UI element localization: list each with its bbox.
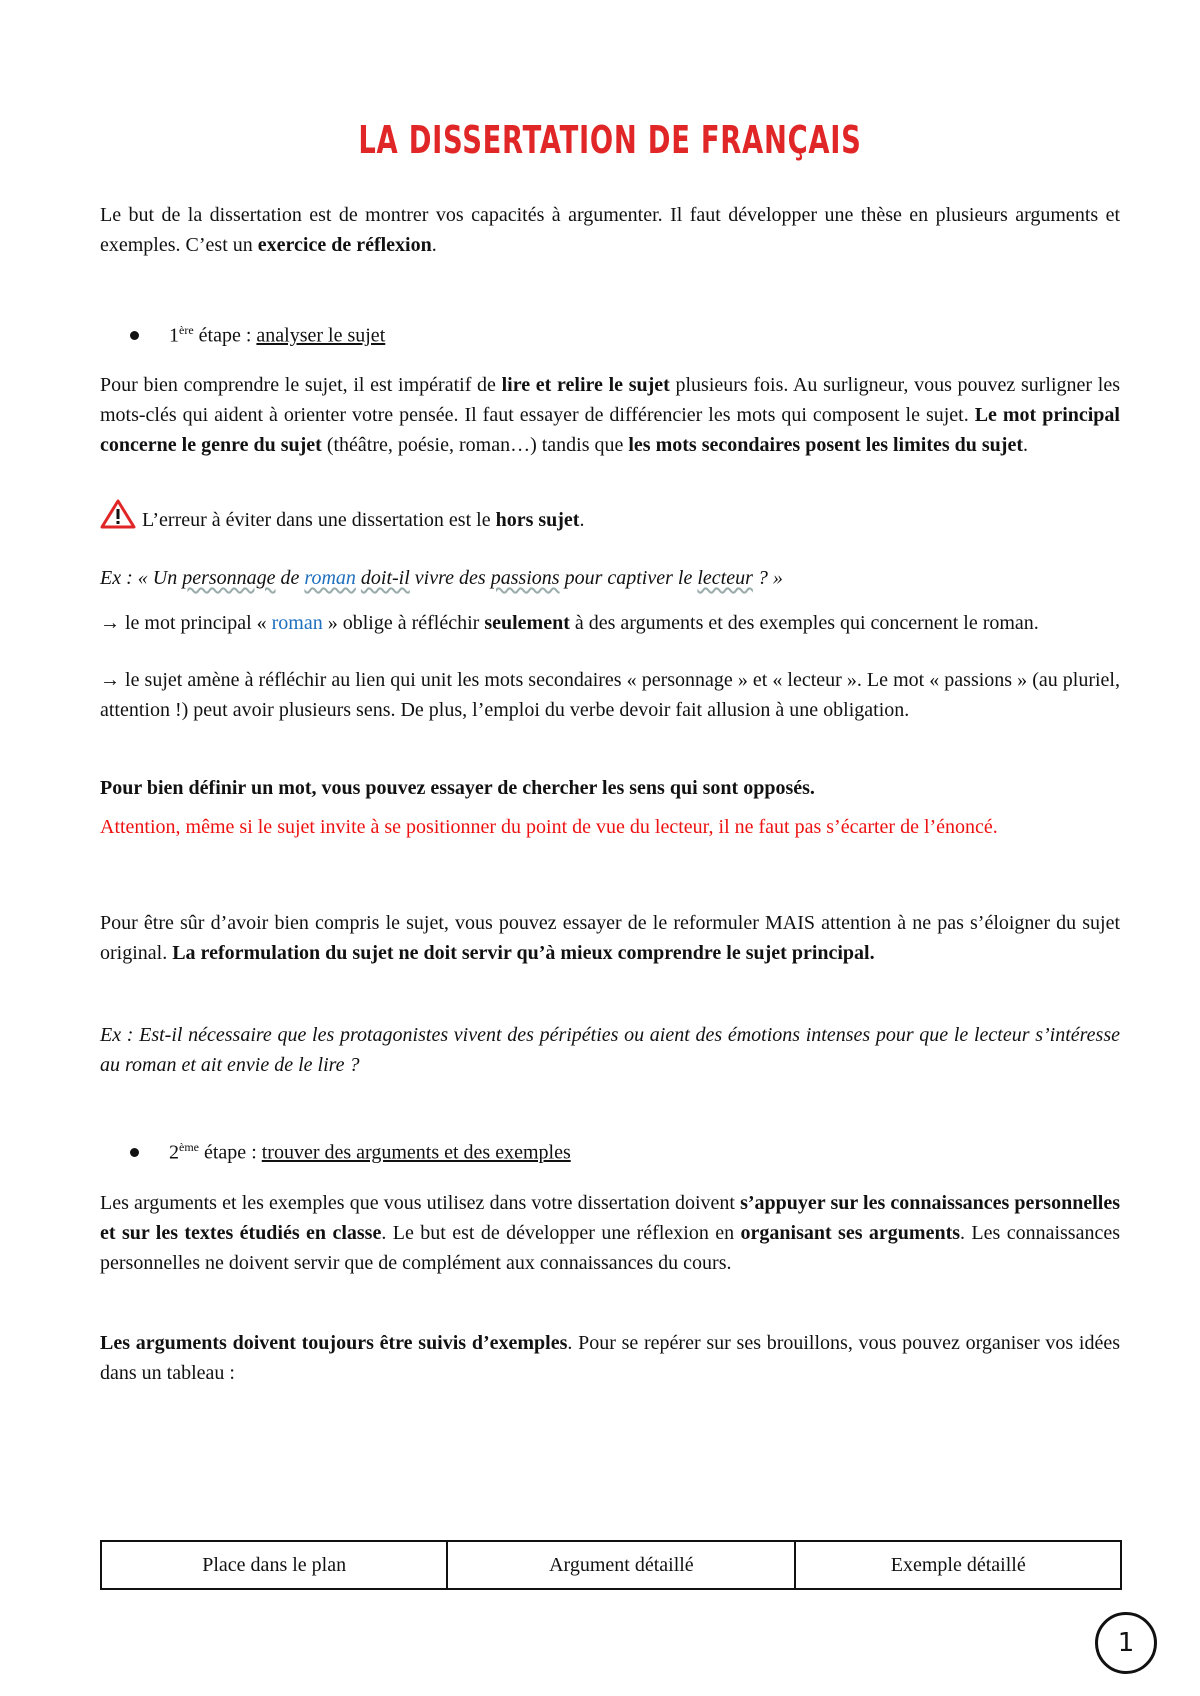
step-1-heading: 1ère étape : analyser le sujet xyxy=(130,315,385,351)
table-header-cell: Argument détaillé xyxy=(447,1541,795,1589)
table-header-cell: Exemple détaillé xyxy=(795,1541,1121,1589)
reformulation-paragraph: Pour être sûr d’avoir bien compris le sujet, vous pouvez essayer de le reformuler MAIS attention à ne pas s’éloigner du sujet original. La reformulation du sujet ne doit servir qu’à mieux comprendre le sujet principal. xyxy=(100,912,1120,964)
plan-table xyxy=(100,1540,1122,1590)
arrow-point-1: → le mot principal « roman » oblige à réfléchir seulement à des arguments et des exemples qui concernent le roman. xyxy=(100,612,1039,634)
page-number: 1 xyxy=(1095,1612,1157,1674)
bullet-icon xyxy=(130,331,139,340)
examples-paragraph: Les arguments doivent toujours être suivis d’exemples. Pour se repérer sur ses brouillons, vous pouvez organiser vos idées dans un tableau : xyxy=(100,1332,1120,1384)
arguments-paragraph: Les arguments et les exemples que vous utilisez dans votre dissertation doivent s’appuyer sur les connaissances personnelles et sur les textes étudiés en classe. Le but est de développer une réflexion en organisant ses arguments. Les connaissances personnelles ne doivent servir que de complément aux connaissances du cours. xyxy=(100,1192,1120,1274)
table-header-row xyxy=(101,1541,1121,1589)
analysis-paragraph: Pour bien comprendre le sujet, il est impératif de lire et relire le sujet plusieurs fois. Au surligneur, vous pouvez surligner les mots-clés qui aident à orienter votre pensée. Il faut essayer de différencier les mots qui composent le sujet. Le mot principal concerne le genre du sujet (théâtre, poésie, roman…) tandis que les mots secondaires posent les limites du sujet. xyxy=(100,374,1120,456)
warning-triangle-icon xyxy=(100,499,136,538)
arrow-point-2: → le sujet amène à réfléchir au lien qui unit les mots secondaires « personnage » et « lecteur ». Le mot « passions » (au pluriel, attention !) peut avoir plusieurs sens. De plus, l’emploi du verbe devoir fait allusion à une obligation. xyxy=(100,669,1120,721)
bullet-icon xyxy=(130,1148,139,1157)
attention-note: Attention, même si le sujet invite à se positionner du point de vue du lecteur, il ne faut pas s’écarter de l’énoncé. xyxy=(100,816,998,838)
step-2-heading: 2ème étape : trouver des arguments et des exemples xyxy=(130,1132,571,1168)
tip-line: Pour bien définir un mot, vous pouvez essayer de chercher les sens qui sont opposés. xyxy=(100,777,815,799)
page-title: LA DISSERTATION DE FRANÇAIS xyxy=(358,118,862,162)
example-2: Ex : Est-il nécessaire que les protagonistes vivent des péripéties ou aient des émotions intenses pour que le lecteur s’intéresse au roman et ait envie de le lire ? xyxy=(100,1024,1120,1076)
warning-line: L’erreur à éviter dans une dissertation est le hors sujet. xyxy=(100,502,1120,541)
example-1: Ex : « Un personnage de roman doit-il vivre des passions pour captiver le lecteur ? » xyxy=(100,567,783,589)
table-header-cell: Place dans le plan xyxy=(101,1541,447,1589)
intro-paragraph: Le but de la dissertation est de montrer vos capacités à argumenter. Il faut développer une thèse en plusieurs arguments et exemples. C’est un exercice de réflexion. xyxy=(100,204,1120,256)
